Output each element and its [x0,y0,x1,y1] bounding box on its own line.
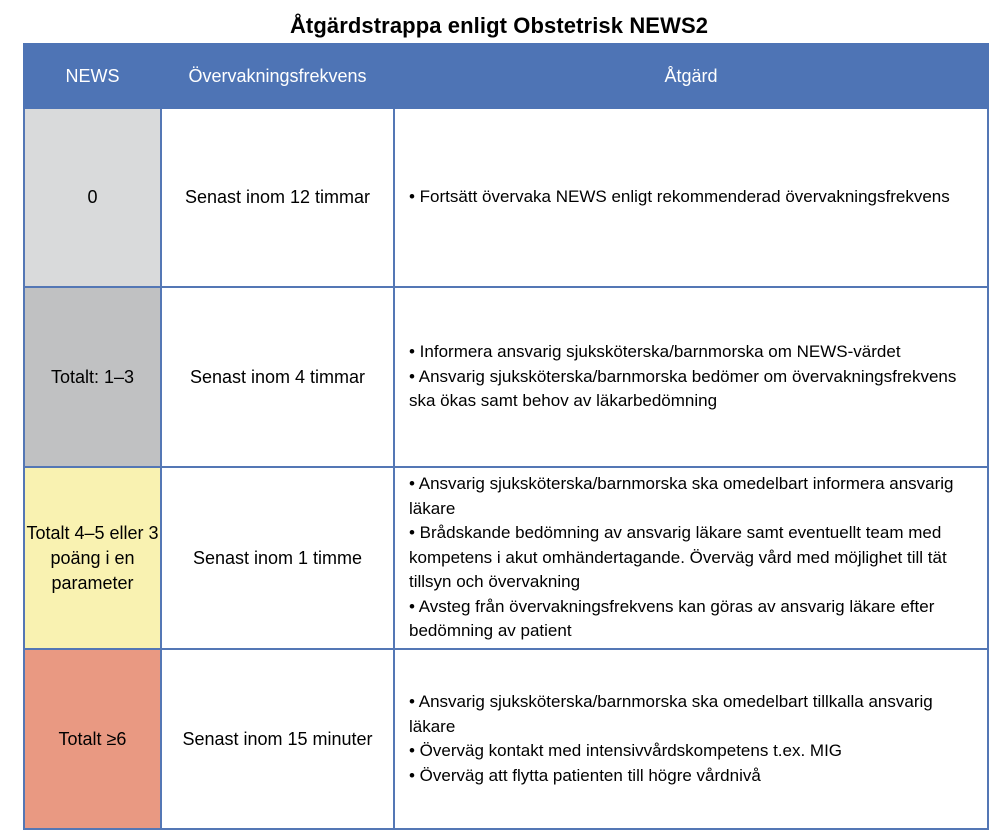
action-cell [394,287,988,467]
action-cell [394,108,988,287]
table-row-news-4-5 [24,467,988,649]
action-cell [394,467,988,649]
action-cell [394,649,988,829]
table-header-row [24,44,988,108]
action-item: • Ansvarig sjuksköterska/barnmorska bedömer om övervakningsfrekvens ska ökas samt behov av läkarbedömning [409,366,957,411]
action-item: • Överväg att flytta patienten till högre vårdnivå [409,765,761,785]
action-item: • Överväg kontakt med intensivvårdskompetens t.ex. MIG [409,741,843,760]
table-row-news-6-plus [24,649,988,829]
column-header-action: Åtgärd [394,44,988,108]
frequency-cell: Senast inom 1 timme [161,467,394,649]
table-row-news-0 [24,108,988,287]
frequency-cell: Senast inom 15 minuter [161,649,394,829]
table-row-news-1-3 [24,287,988,467]
column-header-frequency: Övervakningsfrekvens [161,44,394,108]
action-item: • Avsteg från övervakningsfrekvens kan göras av ansvarig läkare efter bedömning av patient [409,596,935,641]
news-score-cell: Totalt 4–5 eller 3 poäng i en parameter [24,467,161,649]
action-item: • Ansvarig sjuksköterska/barnmorska ska omedelbart tillkalla ansvarig läkare [409,692,933,736]
action-item: • Brådskande bedömning av ansvarig läkare samt eventuellt team med kompetens i akut omhändertagande. Överväg vård med möjlighet till tät tillsyn och övervakning [409,523,947,592]
news-score-cell: Totalt: 1–3 [24,287,161,467]
news-score-cell: Totalt ≥6 [24,649,161,829]
frequency-cell: Senast inom 4 timmar [161,287,394,467]
action-item: • Fortsätt övervaka NEWS enligt rekommenderad övervakningsfrekvens [409,187,950,207]
news2-action-table [23,43,989,830]
news-score-cell: 0 [24,108,161,287]
action-item: • Ansvarig sjuksköterska/barnmorska ska omedelbart informera ansvarig läkare [409,474,954,518]
column-header-news: NEWS [24,44,161,108]
frequency-cell: Senast inom 12 timmar [161,108,394,287]
action-item: • Informera ansvarig sjuksköterska/barnmorska om NEWS-värdet [409,342,901,362]
document-title: Åtgärdstrappa enligt Obstetrisk NEWS2 [289,13,709,38]
